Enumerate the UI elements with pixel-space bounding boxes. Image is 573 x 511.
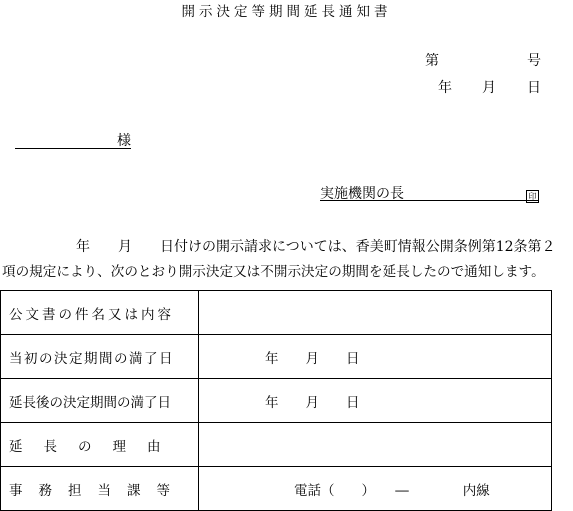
row-value: 年 月 日 — [199, 379, 552, 423]
page-title: 開示決定等期間延長通知書 — [181, 4, 392, 20]
date-month: 月 — [482, 80, 496, 96]
body-line1: 日付けの開示請求については、香美町情報公開条例第12条第２ — [160, 239, 556, 255]
row-value — [199, 291, 552, 335]
addressee-underline — [15, 148, 131, 149]
row-label: 延長の理由 — [1, 423, 199, 467]
row-label: 当初の決定期間の満了日 — [1, 335, 199, 379]
body-month: 月 — [118, 239, 132, 255]
table-row — [1, 335, 552, 379]
date-year: 年 — [438, 80, 452, 96]
table-row — [1, 379, 552, 423]
sender-label: 実施機関の長 — [320, 186, 404, 202]
table-row — [1, 423, 552, 467]
body-line2: 項の規定により、次のとおり開示決定又は不開示決定の期間を延長したので通知します。 — [2, 264, 545, 280]
row-label: 事務担当課等 — [1, 467, 199, 511]
row-label: 延長後の決定期間の満了日 — [1, 379, 199, 423]
sender-underline — [320, 200, 539, 201]
doc-number-suffix: 号 — [527, 53, 541, 69]
date-day: 日 — [527, 80, 541, 96]
row-value — [199, 423, 552, 467]
body-year: 年 — [76, 239, 90, 255]
row-value: 年 月 日 — [199, 335, 552, 379]
row-label: 公文書の件名又は内容 — [1, 291, 199, 335]
table-row — [1, 467, 552, 511]
addressee-honorific: 様 — [117, 133, 131, 149]
row-value: 電話（ ） ― 内線 — [199, 467, 552, 511]
seal-mark: 印 — [526, 184, 539, 203]
notice-table — [0, 290, 552, 511]
table-row — [1, 291, 552, 335]
doc-number-prefix: 第 — [425, 53, 439, 69]
